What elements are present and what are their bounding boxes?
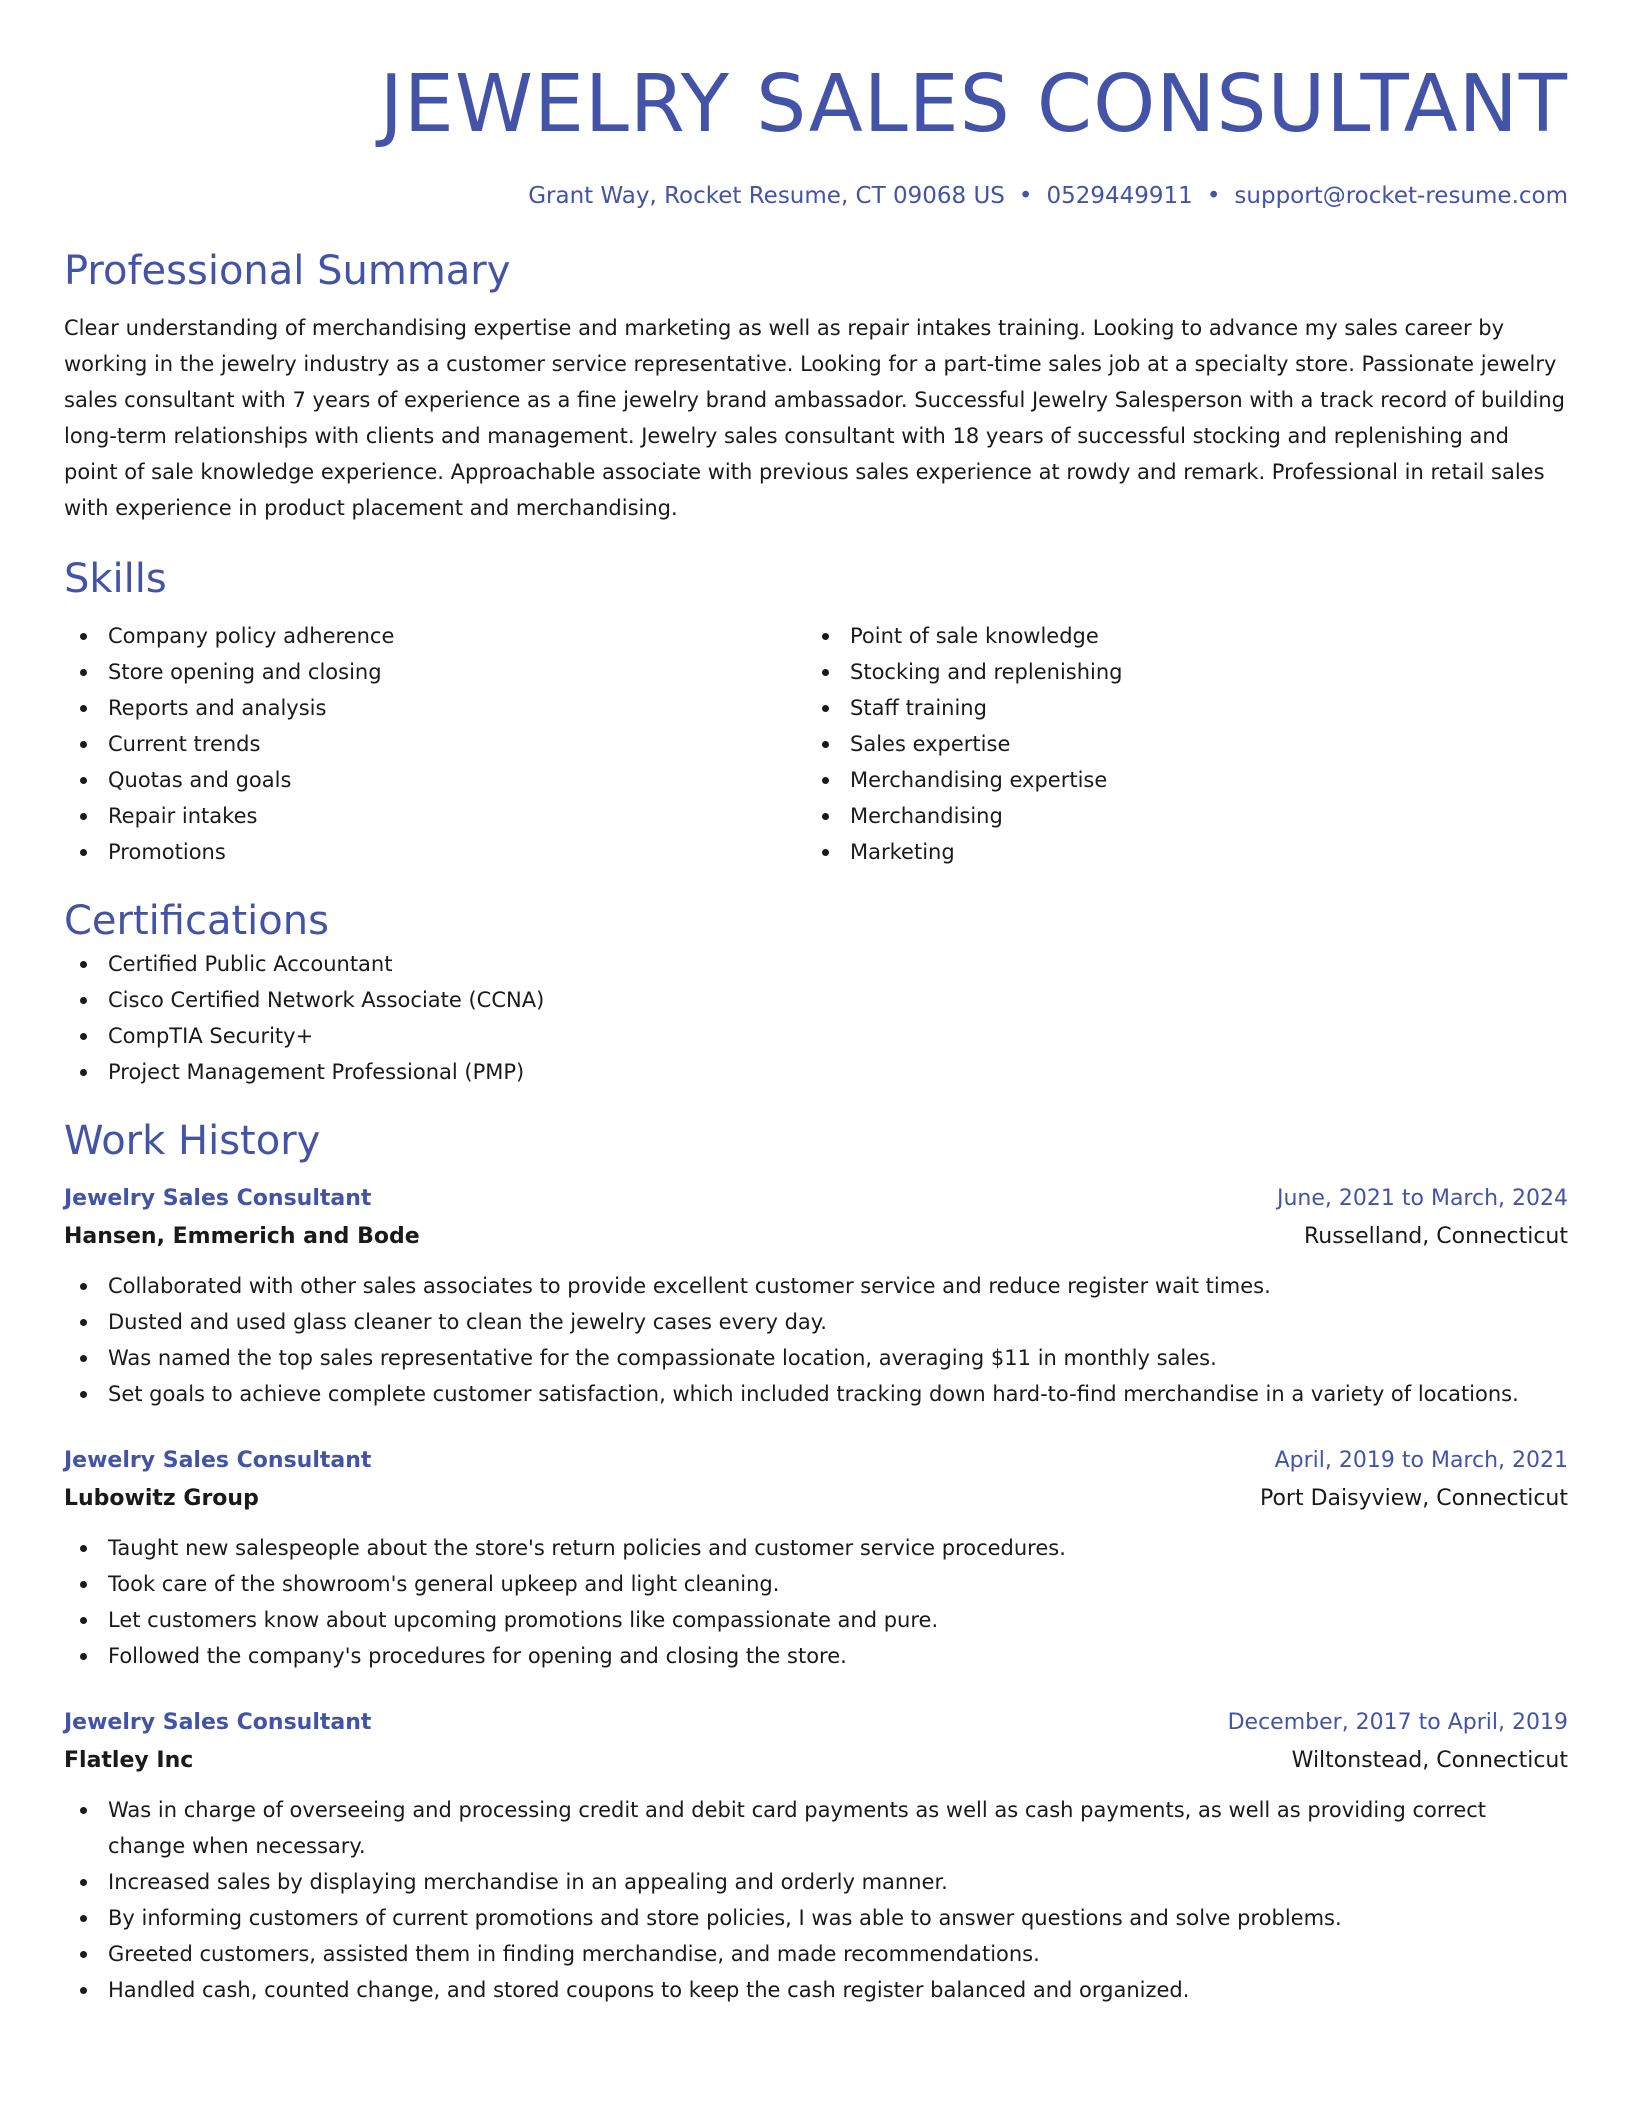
skills-right-list <box>806 618 1548 870</box>
contact-separator: • <box>1018 183 1033 209</box>
certification-item: Cisco Certified Network Associate (CCNA) <box>64 982 1568 1018</box>
job-duties-list <box>64 1530 1568 1674</box>
job-title: Jewelry Sales Consultant <box>64 1186 372 1211</box>
job-location: Port Daisyview, Connecticut <box>1259 1486 1568 1511</box>
skill-item: Promotions <box>64 834 806 870</box>
job-dates: April, 2019 to March, 2021 <box>1274 1448 1568 1473</box>
certifications-list <box>64 946 1568 1090</box>
summary-heading: Professional Summary <box>64 248 511 294</box>
skills-left-list <box>64 618 806 870</box>
job-duty: By informing customers of current promotions and store policies, I was able to answer questions and solve problems. <box>64 1900 1568 1936</box>
job-entry <box>64 1704 1568 2008</box>
skill-item: Store opening and closing <box>64 654 806 690</box>
work-history-heading: Work History <box>64 1118 321 1164</box>
skill-item: Current trends <box>64 726 806 762</box>
job-company-row <box>64 1218 1568 1256</box>
skill-item: Point of sale knowledge <box>806 618 1548 654</box>
skill-item: Marketing <box>806 834 1548 870</box>
job-company-row <box>64 1480 1568 1518</box>
job-company-row <box>64 1742 1568 1780</box>
job-duty: Greeted customers, assisted them in finding merchandise, and made recommendations. <box>64 1936 1568 1972</box>
job-duties-list <box>64 1792 1568 2008</box>
resume-title: JEWELRY SALES CONSULTANT <box>379 58 1568 150</box>
skill-item: Stocking and replenishing <box>806 654 1548 690</box>
contact-phone: 0529449911 <box>1046 183 1193 209</box>
certification-item: Certified Public Accountant <box>64 946 1568 982</box>
contact-address: Grant Way, Rocket Resume, CT 09068 US <box>528 183 1005 209</box>
contact-separator: • <box>1206 183 1221 209</box>
job-location: Wiltonstead, Connecticut <box>1291 1748 1568 1773</box>
job-duties-list <box>64 1268 1568 1412</box>
job-duty: Handled cash, counted change, and stored coupons to keep the cash register balanced and organized. <box>64 1972 1568 2008</box>
resume-header <box>64 56 1568 212</box>
job-dates: December, 2017 to April, 2019 <box>1227 1710 1568 1735</box>
summary-text: Clear understanding of merchandising expertise and marketing as well as repair intakes training. Looking to advance my sales career by working in the jewelry industry as a customer service representative. Looking for a part-time sales job at a specialty store. Passionate jewelry sales consultant with 7 years of experience as a fine jewelry brand ambassador. Successful Jewelry Salesperson with a track record of building long-term relationships with clients and management. Jewelry sales consultant with 18 years of successful stocking and replenishing and point of sale knowledge experience. Approachable associate with previous sales experience at rowdy and remark. Professional in retail sales with experience in product placement and merchandising. <box>64 316 1565 520</box>
job-title: Jewelry Sales Consultant <box>64 1448 372 1473</box>
job-dates: June, 2021 to March, 2024 <box>1277 1186 1568 1211</box>
job-location: Russelland, Connecticut <box>1303 1224 1568 1249</box>
job-title: Jewelry Sales Consultant <box>64 1710 372 1735</box>
skill-item: Company policy adherence <box>64 618 806 654</box>
job-duty: Collaborated with other sales associates to provide excellent customer service and reduce register wait times. <box>64 1268 1568 1304</box>
job-company: Hansen, Emmerich and Bode <box>64 1224 420 1249</box>
job-header-row <box>64 1180 1568 1218</box>
skill-item: Reports and analysis <box>64 690 806 726</box>
skills-columns <box>64 618 1568 870</box>
skill-item: Quotas and goals <box>64 762 806 798</box>
contact-email[interactable]: support@rocket-resume.com <box>1234 183 1568 209</box>
skill-item: Staff training <box>806 690 1548 726</box>
job-duty: Let customers know about upcoming promotions like compassionate and pure. <box>64 1602 1568 1638</box>
skill-item: Merchandising <box>806 798 1548 834</box>
certification-item: Project Management Professional (PMP) <box>64 1054 1568 1090</box>
job-entry <box>64 1442 1568 1674</box>
job-company: Lubowitz Group <box>64 1486 259 1511</box>
job-entry <box>64 1180 1568 1412</box>
job-duty: Took care of the showroom's general upkeep and light cleaning. <box>64 1566 1568 1602</box>
job-duty: Was in charge of overseeing and processing credit and debit card payments as well as cash payments, as well as providing correct change when necessary. <box>64 1792 1568 1864</box>
job-duty: Increased sales by displaying merchandise in an appealing and orderly manner. <box>64 1864 1568 1900</box>
skill-item: Repair intakes <box>64 798 806 834</box>
skill-item: Sales expertise <box>806 726 1548 762</box>
job-header-row <box>64 1442 1568 1480</box>
skill-item: Merchandising expertise <box>806 762 1548 798</box>
job-duty: Set goals to achieve complete customer satisfaction, which included tracking down hard-to-find merchandise in a variety of locations. <box>64 1376 1568 1412</box>
job-duty: Taught new salespeople about the store's return policies and customer service procedures. <box>64 1530 1568 1566</box>
job-duty: Dusted and used glass cleaner to clean the jewelry cases every day. <box>64 1304 1568 1340</box>
skills-heading: Skills <box>64 556 167 602</box>
contact-line <box>64 180 1568 212</box>
certification-item: CompTIA Security+ <box>64 1018 1568 1054</box>
certifications-heading: Certifications <box>64 898 329 944</box>
job-duty: Followed the company's procedures for opening and closing the store. <box>64 1638 1568 1674</box>
job-company: Flatley Inc <box>64 1748 194 1773</box>
job-duty: Was named the top sales representative for the compassionate location, averaging $11 in monthly sales. <box>64 1340 1568 1376</box>
job-header-row <box>64 1704 1568 1742</box>
